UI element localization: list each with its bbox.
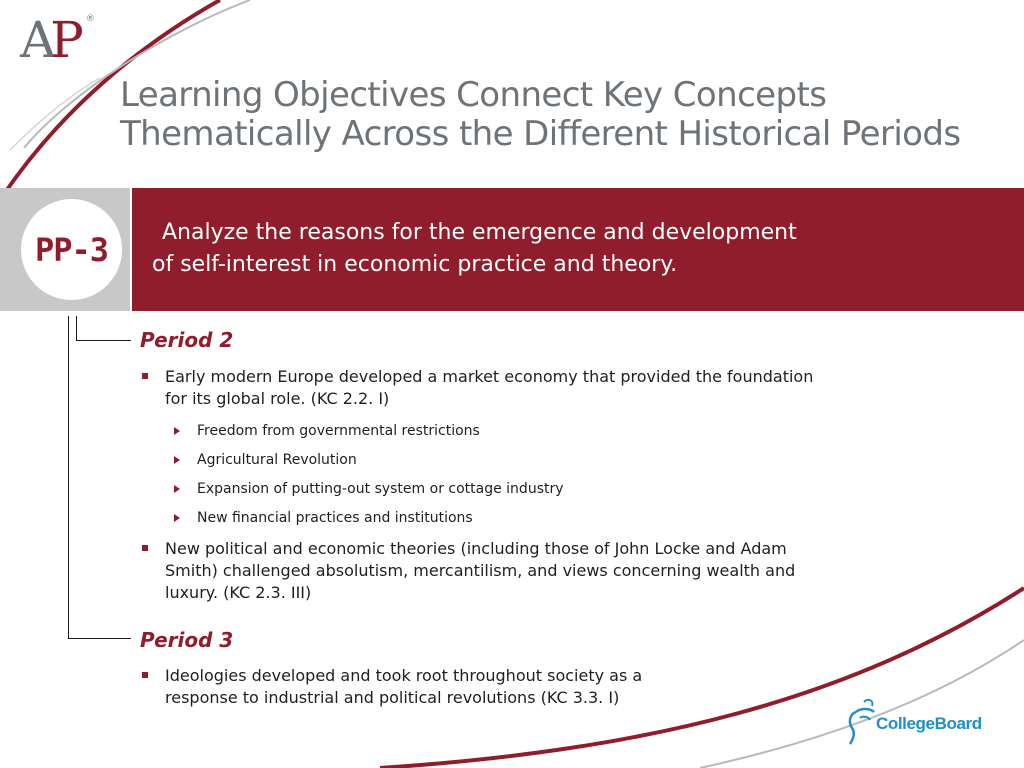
ap-logo-letter-a: A (20, 11, 51, 69)
slide-title (120, 76, 1000, 154)
bullet-text-line: Smith) challenged absolutism, mercantilism, and views concerning wealth and (165, 561, 796, 580)
bullet-text-line: New political and economic theories (including those of John Locke and Adam (165, 539, 787, 558)
collegeboard-wordmark: CollegeBoard (876, 714, 982, 733)
period-3-connector-line (68, 316, 131, 639)
sub-bullet-text: Freedom from governmental restrictions (197, 423, 480, 439)
bullet-text-line: for its global role. (KC 2.2. I) (165, 389, 390, 408)
period-2-heading: Period 2 (140, 328, 234, 352)
ap-logo-letter-p: P (50, 11, 78, 69)
objective-statement-line-1: Analyze the reasons for the emergence and development (162, 220, 797, 245)
square-bullet-icon (142, 672, 148, 678)
objective-statement-line-2: of self-interest in economic practice and theory. (152, 252, 678, 277)
bullet-text (165, 665, 895, 709)
collegeboard-logo (848, 698, 1010, 750)
slide-title-line-1: Learning Objectives Connect Key Concepts (120, 75, 827, 115)
objective-code: PP-3 (34, 230, 109, 269)
triangle-bullet-icon (174, 485, 180, 493)
triangle-bullet-icon (174, 427, 180, 435)
sub-bullet-text: Agricultural Revolution (197, 452, 357, 468)
objective-statement (152, 217, 912, 281)
sub-bullet-text: Expansion of putting-out system or cottage industry (197, 481, 564, 497)
sub-bullet-text: New financial practices and institutions (197, 510, 473, 526)
bullet-text-line: Ideologies developed and took root throughout society as a (165, 666, 643, 685)
bullet-text (165, 366, 895, 410)
objective-code-badge (21, 199, 122, 300)
square-bullet-icon (142, 545, 148, 551)
ap-logo (20, 12, 95, 68)
square-bullet-icon (142, 373, 148, 379)
triangle-bullet-icon (174, 514, 180, 522)
bullet-text (165, 538, 895, 604)
bullet-text-line: Early modern Europe developed a market economy that provided the foundation (165, 367, 814, 386)
bullet-text-line: response to industrial and political revolutions (KC 3.3. I) (165, 688, 620, 707)
bullet-text-line: luxury. (KC 2.3. III) (165, 583, 312, 602)
triangle-bullet-icon (174, 456, 180, 464)
ap-logo-registered-mark: ® (85, 14, 95, 24)
period-3-heading: Period 3 (140, 628, 234, 652)
slide-title-line-2: Thematically Across the Different Historical Periods (120, 114, 961, 154)
